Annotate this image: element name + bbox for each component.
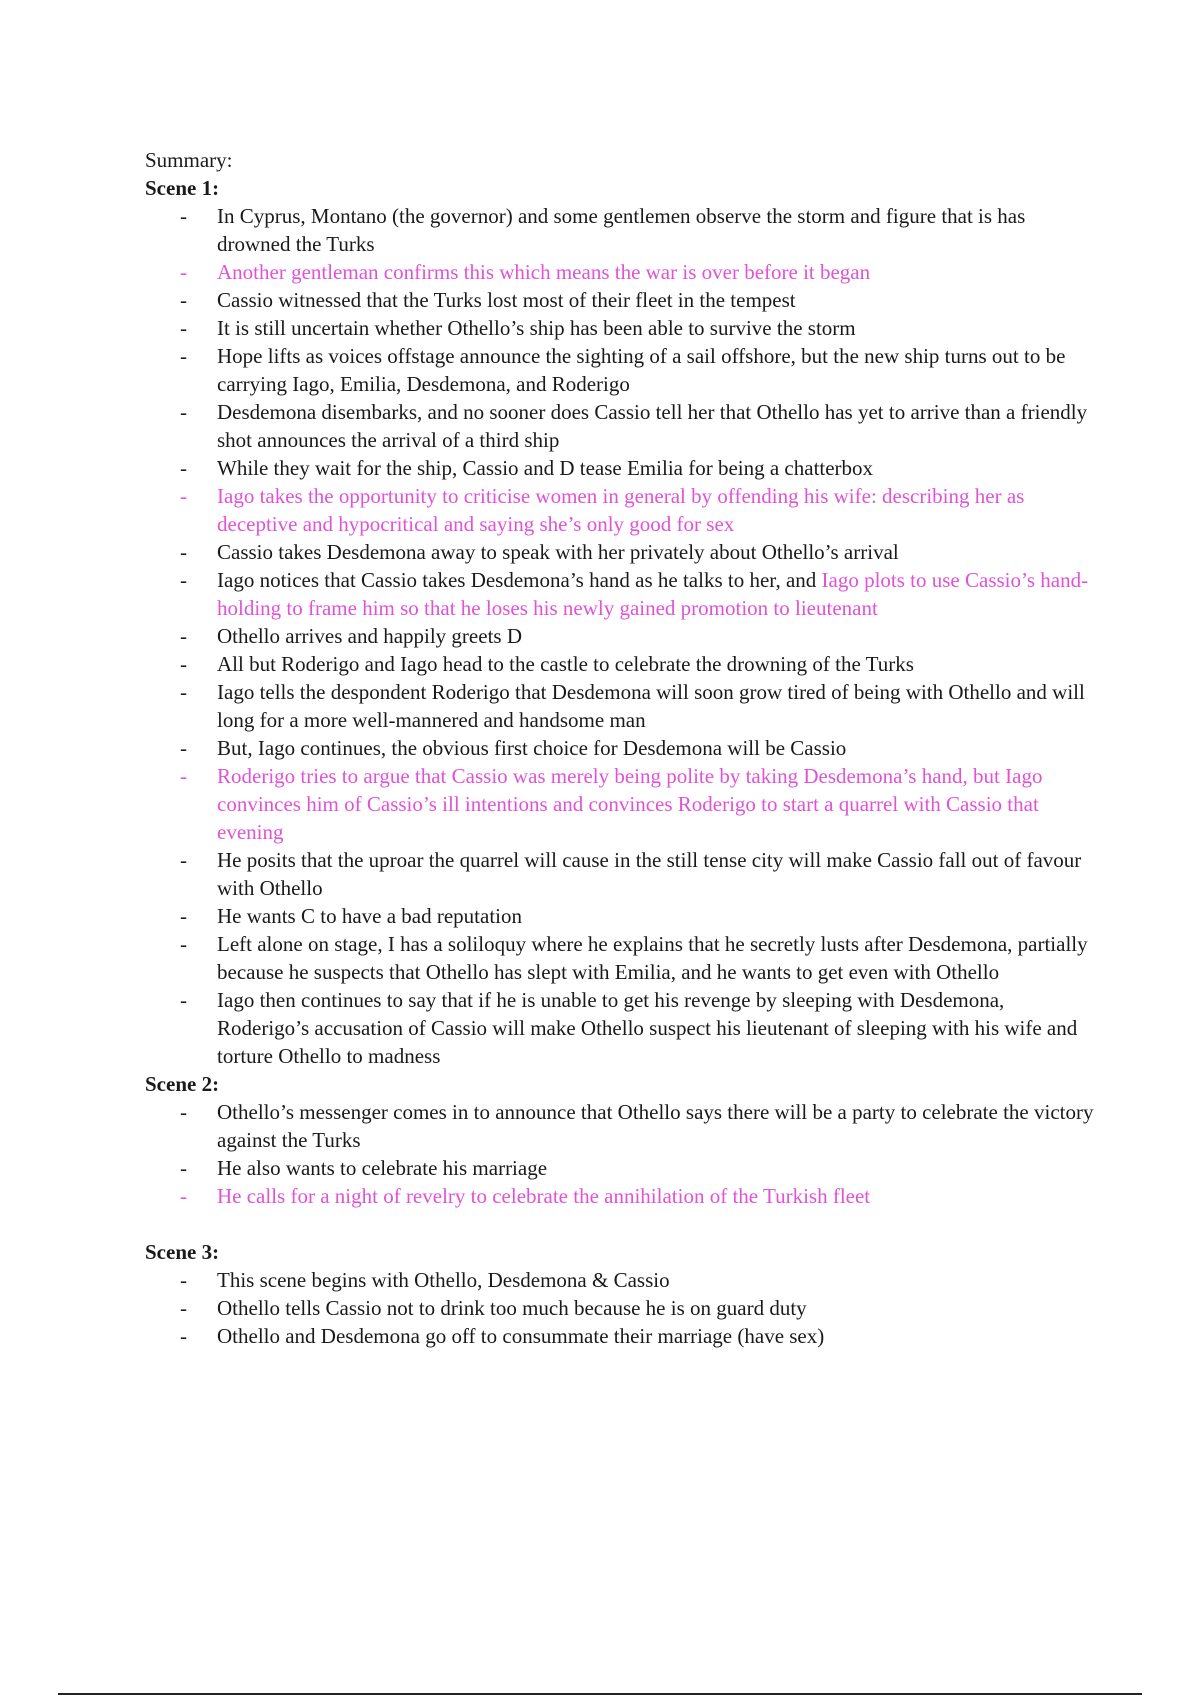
bullet-item xyxy=(180,902,1095,930)
bullet-dash: - xyxy=(180,456,187,480)
bullet-text: Othello tells Cassio not to drink too much because he is on guard duty xyxy=(217,1296,807,1320)
bullet-text: He posits that the uproar the quarrel will cause in the still tense city will make Cassio fall out of favour with Othello xyxy=(217,848,1082,900)
bullet-item xyxy=(180,342,1095,398)
bullet-item xyxy=(180,650,1095,678)
bullet-text: Othello arrives and happily greets D xyxy=(217,624,522,648)
bullet-dash: - xyxy=(180,1156,187,1180)
bullet-dash: - xyxy=(180,260,187,284)
bullet-text: Othello’s messenger comes in to announce that Othello says there will be a party to celebrate the victory against the Turks xyxy=(217,1100,1094,1152)
bullet-text: Iago takes the opportunity to criticise women in general by offending his wife: describing her as deceptive and hypocritical and saying she’s only good for sex xyxy=(217,484,1025,536)
bullet-dash: - xyxy=(180,1324,187,1348)
bullet-text: He wants C to have a bad reputation xyxy=(217,904,522,928)
bullet-dash: - xyxy=(180,932,187,956)
bullet-dash: - xyxy=(180,652,187,676)
bullet-text: This scene begins with Othello, Desdemona & Cassio xyxy=(217,1268,670,1292)
bullet-text: Iago tells the despondent Roderigo that Desdemona will soon grow tired of being with Othello and will long for a more well-mannered and handsome man xyxy=(217,680,1085,732)
bullet-item xyxy=(180,762,1095,846)
bullet-item xyxy=(180,734,1095,762)
bullet-item xyxy=(180,1182,1095,1210)
bullet-dash: - xyxy=(180,316,187,340)
bullet-dash: - xyxy=(180,568,187,592)
bullet-dash: - xyxy=(180,988,187,1012)
scene-heading: Scene 1: xyxy=(145,176,220,200)
document-body xyxy=(145,146,1095,1350)
bullet-item xyxy=(180,258,1095,286)
bullet-item xyxy=(180,538,1095,566)
bullet-item xyxy=(180,1098,1095,1154)
bullet-dash: - xyxy=(180,848,187,872)
bullet-item xyxy=(180,454,1095,482)
bullet-item xyxy=(180,622,1095,650)
bullet-dash: - xyxy=(180,400,187,424)
bullet-item xyxy=(180,846,1095,902)
bullet-dash: - xyxy=(180,484,187,508)
bullet-text: While they wait for the ship, Cassio and D tease Emilia for being a chatterbox xyxy=(217,456,874,480)
bullet-item xyxy=(180,678,1095,734)
bullet-dash: - xyxy=(180,764,187,788)
scene-heading: Scene 3: xyxy=(145,1240,220,1264)
bullet-dash: - xyxy=(180,680,187,704)
bullet-text: Left alone on stage, I has a soliloquy where he explains that he secretly lusts after Desdemona, partially because he suspects that Othello has slept with Emilia, and he wants to get even with Othello xyxy=(217,932,1088,984)
bullet-text: He also wants to celebrate his marriage xyxy=(217,1156,548,1180)
scene-heading: Scene 2: xyxy=(145,1072,220,1096)
bullet-text: Desdemona disembarks, and no sooner does Cassio tell her that Othello has yet to arrive than a friendly shot announces the arrival of a third ship xyxy=(217,400,1088,452)
bullet-dash: - xyxy=(180,904,187,928)
bullet-dash: - xyxy=(180,736,187,760)
bullet-text: Iago then continues to say that if he is unable to get his revenge by sleeping with Desdemona, Roderigo’s accusation of Cassio will make Othello suspect his lieutenant of sleeping with his wife and torture Othello to madness xyxy=(217,988,1078,1068)
bullet-item xyxy=(180,1266,1095,1294)
bullet-item xyxy=(180,482,1095,538)
bullet-dash: - xyxy=(180,204,187,228)
bullet-item xyxy=(180,986,1095,1070)
bullet-text: But, Iago continues, the obvious first choice for Desdemona will be Cassio xyxy=(217,736,847,760)
page-bottom-rule xyxy=(58,1693,1142,1695)
bullet-dash: - xyxy=(180,1100,187,1124)
bullet-item xyxy=(180,566,1095,622)
bullet-text: Cassio witnessed that the Turks lost most of their fleet in the tempest xyxy=(217,288,796,312)
scene-bullet-list xyxy=(145,1266,1095,1350)
bullet-dash: - xyxy=(180,1296,187,1320)
bullet-item xyxy=(180,1322,1095,1350)
bullet-text: Othello and Desdemona go off to consummate their marriage (have sex) xyxy=(217,1324,825,1348)
bullet-text: Cassio takes Desdemona away to speak with her privately about Othello’s arrival xyxy=(217,540,899,564)
summary-label: Summary: xyxy=(145,148,233,172)
bullet-dash: - xyxy=(180,288,187,312)
bullet-text: Iago notices that Cassio takes Desdemona’s hand as he talks to her, and xyxy=(217,568,822,592)
bullet-dash: - xyxy=(180,1268,187,1292)
bullet-dash: - xyxy=(180,540,187,564)
bullet-item xyxy=(180,202,1095,258)
bullet-text: Roderigo tries to argue that Cassio was merely being polite by taking Desdemona’s hand, but Iago convinces him of Cassio’s ill intentions and convinces Roderigo to start a quarrel with Cassio that evening xyxy=(217,764,1043,844)
bullet-text: He calls for a night of revelry to celebrate the annihilation of the Turkish fleet xyxy=(217,1184,871,1208)
bullet-text: In Cyprus, Montano (the governor) and some gentlemen observe the storm and figure that is has drowned the Turks xyxy=(217,204,1026,256)
bullet-dash: - xyxy=(180,344,187,368)
bullet-text: All but Roderigo and Iago head to the castle to celebrate the drowning of the Turks xyxy=(217,652,914,676)
bullet-item xyxy=(180,1294,1095,1322)
bullet-item xyxy=(180,286,1095,314)
scene-bullet-list xyxy=(145,1098,1095,1210)
bullet-text-highlight: Iago plots to use Cassio’s hand-holding to frame him so that he loses his newly gained promotion to lieutenant xyxy=(217,568,1089,620)
bullet-dash: - xyxy=(180,624,187,648)
bullet-item xyxy=(180,398,1095,454)
scene-gap xyxy=(145,1210,1095,1238)
bullet-item xyxy=(180,1154,1095,1182)
bullet-dash: - xyxy=(180,1184,187,1208)
bullet-item xyxy=(180,930,1095,986)
bullet-item xyxy=(180,314,1095,342)
bullet-text: Another gentleman confirms this which means the war is over before it began xyxy=(217,260,871,284)
bullet-text: It is still uncertain whether Othello’s ship has been able to survive the storm xyxy=(217,316,856,340)
bullet-text: Hope lifts as voices offstage announce the sighting of a sail offshore, but the new ship turns out to be carrying Iago, Emilia, Desdemona, and Roderigo xyxy=(217,344,1066,396)
scene-bullet-list xyxy=(145,202,1095,1070)
